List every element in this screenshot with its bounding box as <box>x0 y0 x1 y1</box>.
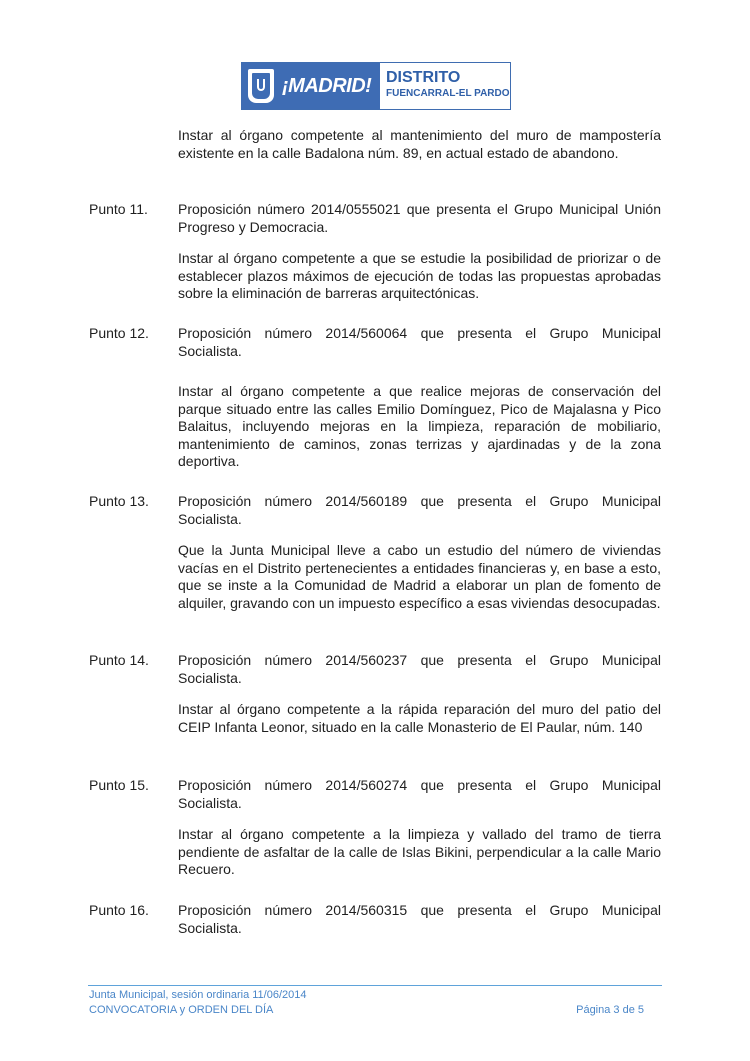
item-description: Instar al órgano competente a la limpieza y vallado del tramo de tierra pendiente de asfaltar de la calle de Islas Bikini, perpendicular a la calle Mario Recuero. <box>178 826 661 878</box>
madrid-shield-icon <box>248 69 274 103</box>
item-proposal: Proposición número 2014/560189 que presenta el Grupo Municipal Socialista. <box>178 493 661 527</box>
logo-district-line2: FUENCARRAL-EL PARDO <box>386 88 510 99</box>
item-proposal: Proposición número 2014/560064 que presenta el Grupo Municipal Socialista. <box>178 325 661 359</box>
item-label: Punto 12. <box>89 325 149 341</box>
logo-district-block <box>380 63 510 109</box>
item-proposal: Proposición número 2014/560315 que presenta el Grupo Municipal Socialista. <box>178 902 661 936</box>
item-proposal: Proposición número 2014/560274 que presenta el Grupo Municipal Socialista. <box>178 777 661 811</box>
item-label: Punto 11. <box>89 201 148 217</box>
item-description: Instar al órgano competente a la rápida reparación del muro del patio del CEIP Infanta Leonor, situado en la calle Monasterio de El Paular, núm. 140 <box>178 701 661 735</box>
item-description: Instar al órgano competente a que realice mejoras de conservación del parque situado entre las calles Emilio Domínguez, Pico de Majalasna y Pico Balaitus, incluyendo mejoras en la limpieza, reparación de mobiliario, mantenimiento de caminos, zonas terrizas y ajardinadas y de la zona deportiva. <box>178 383 661 470</box>
item-label: Punto 14. <box>89 652 149 668</box>
item-proposal: Proposición número 2014/560237 que presenta el Grupo Municipal Socialista. <box>178 652 661 686</box>
item-proposal: Proposición número 2014/0555021 que presenta el Grupo Municipal Unión Progreso y Democracia. <box>178 201 661 235</box>
intro-paragraph: Instar al órgano competente al mantenimiento del muro de mampostería existente en la calle Badalona núm. 89, en actual estado de abandono. <box>178 127 661 161</box>
footer-page-number: Página 3 de 5 <box>576 1004 644 1016</box>
item-description: Instar al órgano competente a que se estudie la posibilidad de priorizar o de establecer plazos máximos de ejecución de todas las propuestas aprobadas sobre la eliminación de barreras arquitectónicas. <box>178 250 661 302</box>
item-description: Que la Junta Municipal lleve a cabo un estudio del número de viviendas vacías en el Distrito pertenecientes a entidades financieras y, en base a esto, que se inste a la Comunidad de Madrid a elaborar un plan de fomento de alquiler, gravando con un impuesto específico a esas viviendas desocupadas. <box>178 542 661 611</box>
footer-divider <box>88 985 662 986</box>
footer-title: CONVOCATORIA y ORDEN DEL DÍA <box>89 1004 274 1016</box>
footer-session: Junta Municipal, sesión ordinaria 11/06/2014 <box>89 989 307 1001</box>
item-label: Punto 15. <box>89 777 149 793</box>
item-label: Punto 16. <box>89 902 149 918</box>
item-label: Punto 13. <box>89 493 149 509</box>
logo-brand-block <box>242 63 380 109</box>
madrid-district-logo <box>241 62 511 110</box>
logo-district-line1: DISTRITO <box>386 69 461 86</box>
logo-brand-text: ¡MADRID! <box>282 74 372 97</box>
